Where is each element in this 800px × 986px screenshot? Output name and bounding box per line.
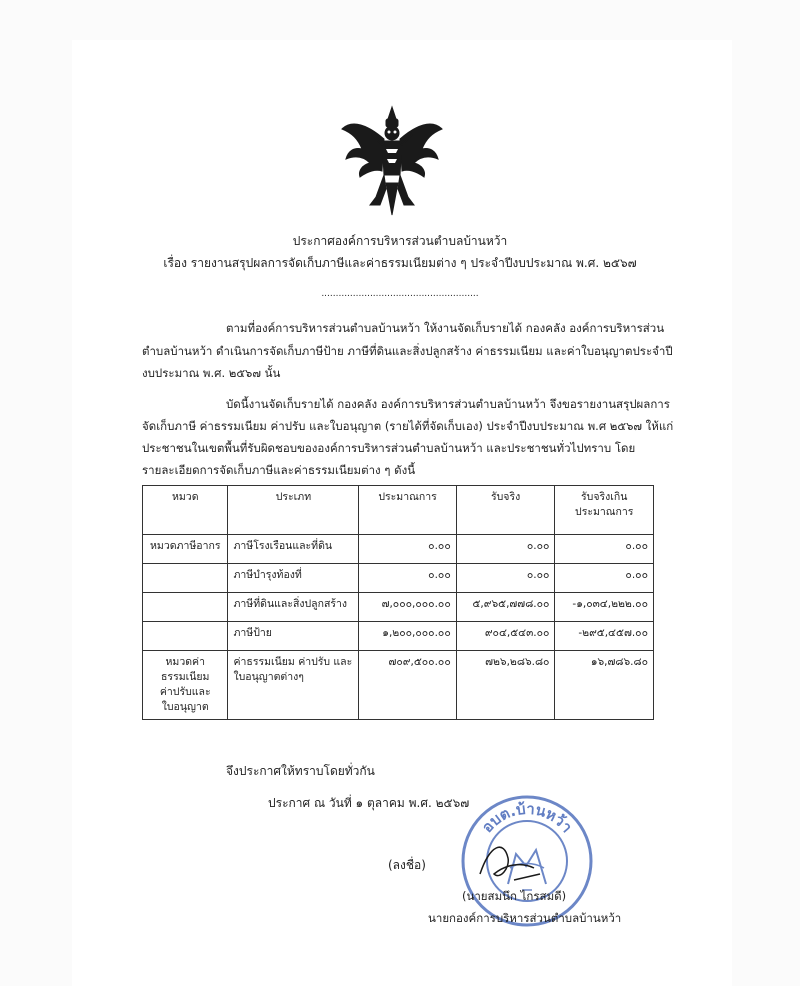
column-header-type: ประเภท xyxy=(228,486,359,535)
announcement-subject: เรื่อง รายงานสรุปผลการจัดเก็บภาษีและค่าธรรมเนียมต่าง ๆ ประจำปีงบประมาณ พ.ศ. ๒๕๖๗ xyxy=(163,256,637,270)
table-cell xyxy=(143,564,228,593)
table-cell: ๐.๐๐ xyxy=(359,564,456,593)
table-cell: ๐.๐๐ xyxy=(456,535,555,564)
column-header-actual: รับจริง xyxy=(456,486,555,535)
table-cell: ภาษีที่ดินและสิ่งปลูกสร้าง xyxy=(228,593,359,622)
title-separator: ....................................................... xyxy=(321,289,479,299)
table-cell: ๕,๙๖๕,๗๗๘.๐๐ xyxy=(456,593,555,622)
stamp-label: อบต.บ้านหว้า xyxy=(478,799,576,837)
paragraph-2-line-4: รายละเอียดการจัดเก็บภาษีและค่าธรรมเนียมต่าง ๆ ดังนี้ xyxy=(142,463,416,477)
table-cell: ๗๒๖,๒๘๖.๘๐ xyxy=(456,651,555,720)
table-row xyxy=(143,622,654,651)
column-header-estimate: ประมาณการ xyxy=(359,486,456,535)
table-cell: ๐.๐๐ xyxy=(456,564,555,593)
column-header-category: หมวด xyxy=(143,486,228,535)
table-cell xyxy=(143,622,228,651)
table-cell: -๑,๐๓๔,๒๒๒.๐๐ xyxy=(555,593,654,622)
signer-position: นายกองค์การบริหารส่วนตำบลบ้านหว้า xyxy=(428,911,622,925)
table-cell: ๐.๐๐ xyxy=(555,535,654,564)
table-cell: ๑,๒๐๐,๐๐๐.๐๐ xyxy=(359,622,456,651)
table-cell: ค่าธรรมเนียม ค่าปรับ และ ใบอนุญาตต่างๆ xyxy=(228,651,359,720)
table-cell: ๐.๐๐ xyxy=(359,535,456,564)
paragraph-2-line-1: บัดนี้งานจัดเก็บรายได้ กองคลัง องค์การบริหารส่วนตำบลบ้านหว้า จึงขอรายงานสรุปผลการ xyxy=(226,397,670,411)
table-cell: ภาษีป้าย xyxy=(228,622,359,651)
table-cell: ๐.๐๐ xyxy=(555,564,654,593)
paragraph-2-line-3: ประชาชนในเขตพื้นที่รับผิดชอบขององค์การบริหารส่วนตำบลบ้านหว้า และประชาชนทั่วไปทราบ โดย xyxy=(142,441,636,455)
announcement-date: ประกาศ ณ วันที่ ๑ ตุลาคม พ.ศ. ๒๕๖๗ xyxy=(268,796,470,810)
table-cell: หมวดภาษีอากร xyxy=(143,535,228,564)
table-cell: ภาษีโรงเรือนและที่ดิน xyxy=(228,535,359,564)
revenue-summary-table xyxy=(142,485,654,720)
closing-announcement: จึงประกาศให้ทราบโดยทั่วกัน xyxy=(226,764,375,778)
signer-name: (นายสมนึก ไกรสมดี) xyxy=(462,889,567,903)
signed-label: (ลงชื่อ) xyxy=(388,858,426,872)
table-cell: ๑๖,๗๘๖.๘๐ xyxy=(555,651,654,720)
table-cell: หมวดค่าธรรมเนียม ค่าปรับและ ใบอนุญาต xyxy=(143,651,228,720)
garuda-emblem-icon xyxy=(338,105,446,217)
table-cell: ภาษีบำรุงท้องที่ xyxy=(228,564,359,593)
table-cell: ๗๐๙,๕๐๐.๐๐ xyxy=(359,651,456,720)
paragraph-1-line-2: ตำบลบ้านหว้า ดำเนินการจัดเก็บภาษีป้าย ภาษีที่ดินและสิ่งปลูกสร้าง ค่าธรรมเนียม และค่าใบอนุญาตประจำปี xyxy=(142,344,673,358)
table-row xyxy=(143,564,654,593)
paragraph-1-line-1: ตามที่องค์การบริหารส่วนตำบลบ้านหว้า ให้งานจัดเก็บรายได้ กองคลัง องค์การบริหารส่วน xyxy=(226,321,665,335)
table-cell: ๗,๐๐๐,๐๐๐.๐๐ xyxy=(359,593,456,622)
table-row xyxy=(143,593,654,622)
table-cell xyxy=(143,593,228,622)
table-header-row xyxy=(143,486,654,535)
table-cell: -๒๙๕,๔๕๗.๐๐ xyxy=(555,622,654,651)
paragraph-2-line-2: จัดเก็บภาษี ค่าธรรมเนียม ค่าปรับ และใบอนุญาต (รายได้ที่จัดเก็บเอง) ประจำปีงบประมาณ พ.ศ ๒๕๖๗ ให้แก่ xyxy=(142,419,674,433)
table-row xyxy=(143,535,654,564)
announcement-title: ประกาศองค์การบริหารส่วนตำบลบ้านหว้า xyxy=(292,234,508,248)
handwritten-signature-icon xyxy=(470,834,550,894)
table-row xyxy=(143,651,654,720)
column-header-over-estimate: รับจริงเกิน ประมาณการ xyxy=(555,486,654,535)
table-cell: ๙๐๔,๕๔๓.๐๐ xyxy=(456,622,555,651)
paragraph-1-line-3: งบประมาณ พ.ศ. ๒๕๖๗ นั้น xyxy=(142,366,281,380)
